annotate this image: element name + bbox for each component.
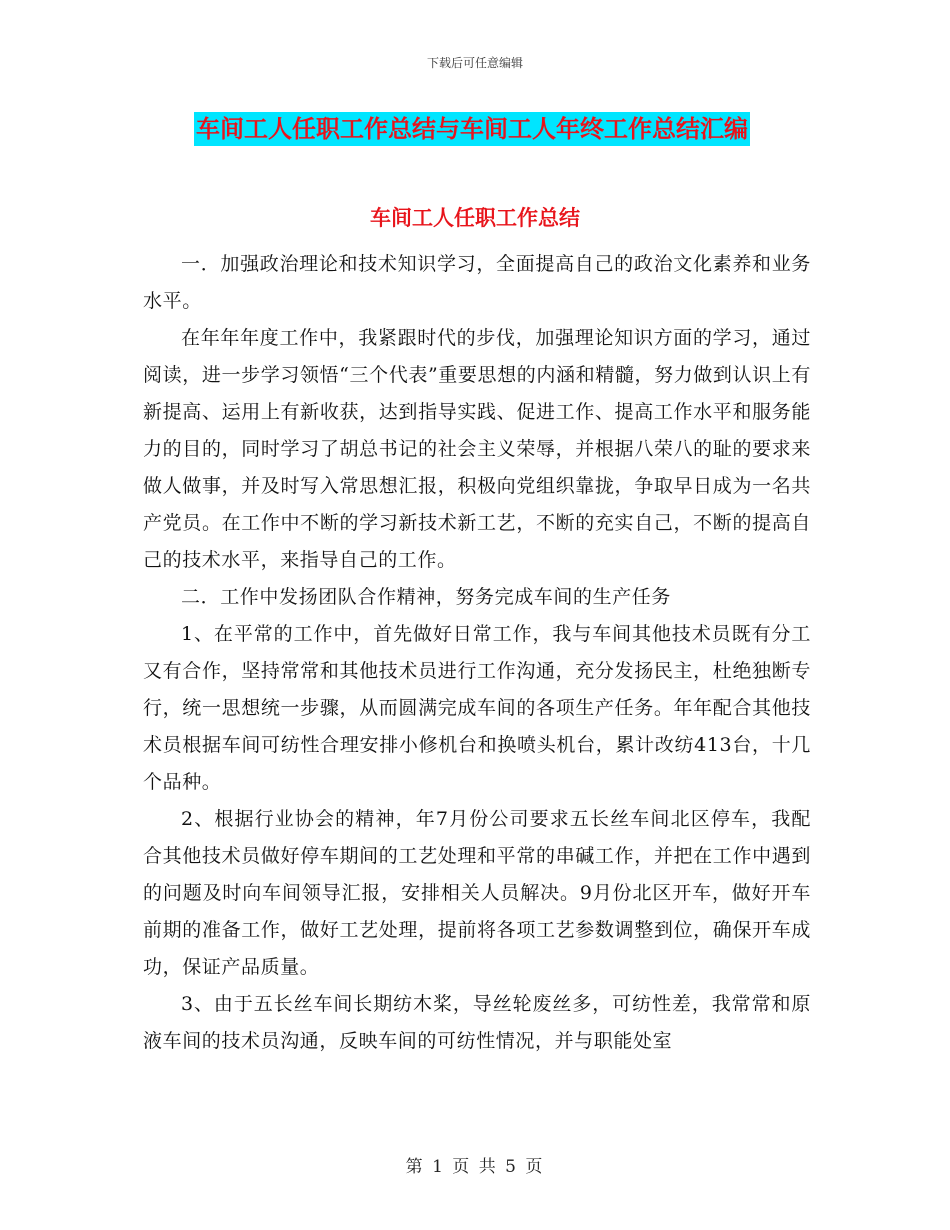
paragraph: 3、由于五长丝车间长期纺木桨，导丝轮废丝多，可纺性差，我常常和原液车间的技术员沟通，反映车间的可纺性情况，并与职能处室 bbox=[143, 993, 811, 1052]
document-main-title: 车间工人任职工作总结与车间工人年终工作总结汇编 bbox=[194, 112, 750, 146]
page-footer: 第 1 页 共 5 页 bbox=[405, 1157, 545, 1177]
paragraph: 2、根据行业协会的精神，年7月份公司要求五长丝车间北区停车，我配合其他技术员做好停车期间的工艺处理和平常的串碱工作，并把在工作中遇到的问题及时向车间领导汇报，安排相关人员解决。9月份北区开车，做好开车前期的准备工作，做好工艺处理，提前将各项工艺参数调整到位，确保开车成功，保证产品质量。 bbox=[143, 808, 811, 978]
document-body bbox=[143, 246, 811, 1060]
paragraph: 1、在平常的工作中，首先做好日常工作，我与车间其他技术员既有分工又有合作，坚持常常和其他技术员进行工作沟通，充分发扬民主，杜绝独断专行，统一思想统一步骤，从而圆满完成车间的各项生产任务。年年配合其他技术员根据车间可纺性合理安排小修机台和换喷头机台，累计改纺413台，十几个品种。 bbox=[143, 623, 811, 793]
paragraph: 一．加强政治理论和技术知识学习，全面提高自己的政治文化素养和业务水平。 bbox=[143, 253, 811, 312]
section-title: 车间工人任职工作总结 bbox=[370, 206, 580, 230]
paragraph: 在年年年度工作中，我紧跟时代的步伐，加强理论知识方面的学习，通过阅读，进一步学习领悟“三个代表”重要思想的内涵和精髓，努力做到认识上有新提高、运用上有新收获，达到指导实践、促进工作、提高工作水平和服务能力的目的，同时学习了胡总书记的社会主义荣辱，并根据八荣八的耻的要求来做人做事，并及时写入常思想汇报，积极向党组织靠拢，争取早日成为一名共产党员。在工作中不断的学习新技术新工艺，不断的充实自己，不断的提高自己的技术水平，来指导自己的工作。 bbox=[143, 327, 811, 571]
paragraph: 二．工作中发扬团队合作精神，努务完成车间的生产任务 bbox=[181, 586, 672, 608]
header-note: 下载后可任意编辑 bbox=[426, 56, 523, 70]
